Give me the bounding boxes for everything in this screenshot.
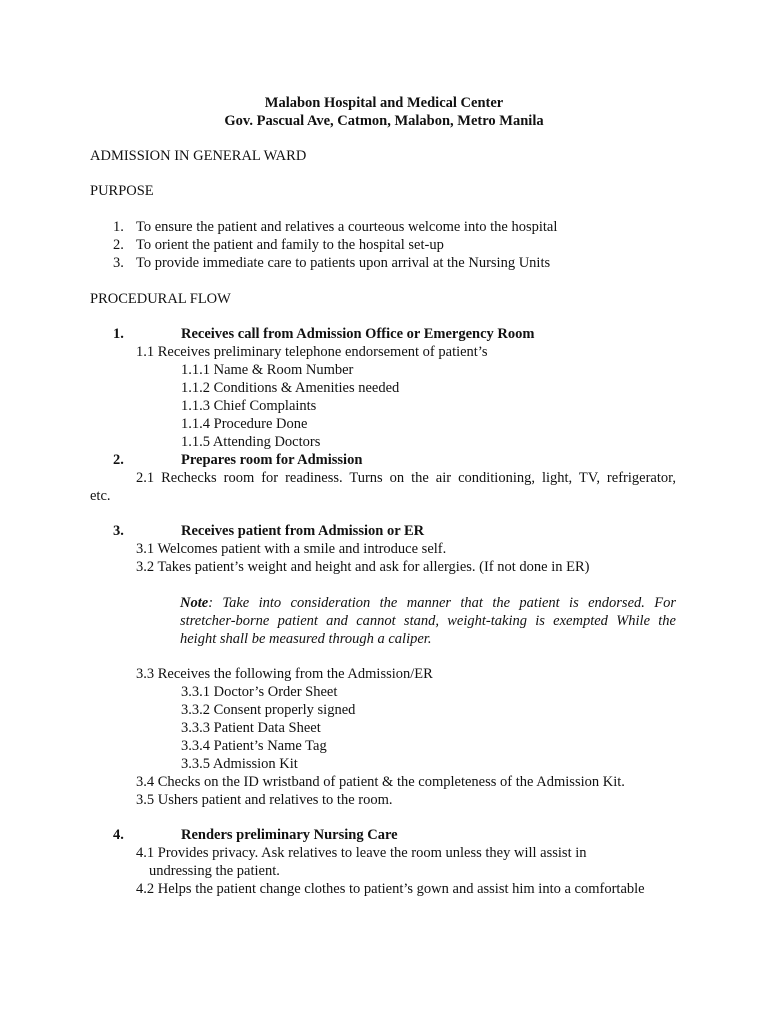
step-subitem: 3.3.1 Doctor’s Order Sheet bbox=[181, 684, 338, 700]
step-title: Receives patient from Admission or ER bbox=[181, 523, 425, 539]
hospital-name: Malabon Hospital and Medical Center bbox=[264, 95, 504, 111]
step-substep-continuation: undressing the patient. bbox=[149, 863, 280, 879]
purpose-item-number: 3. bbox=[113, 255, 124, 271]
step-title: Prepares room for Admission bbox=[181, 452, 363, 468]
step-subitem: 3.3.5 Admission Kit bbox=[181, 756, 298, 772]
step-subitem: 3.3.3 Patient Data Sheet bbox=[181, 720, 321, 736]
note-label: Note bbox=[180, 595, 209, 611]
step-subitem: 3.3.4 Patient’s Name Tag bbox=[181, 738, 327, 754]
step-substep: 3.1 Welcomes patient with a smile and introduce self. bbox=[136, 541, 447, 557]
step-substep: 2.1 Rechecks room for readiness. Turns on the air conditioning, light, TV, refrigerator, bbox=[136, 470, 676, 486]
document-title: ADMISSION IN GENERAL WARD bbox=[90, 148, 307, 164]
step-subitem: 1.1.4 Procedure Done bbox=[181, 416, 308, 432]
purpose-item-number: 2. bbox=[113, 237, 124, 253]
purpose-item-number: 1. bbox=[113, 219, 124, 235]
purpose-item-text: To orient the patient and family to the hospital set-up bbox=[136, 237, 444, 253]
step-substep: 4.1 Provides privacy. Ask relatives to leave the room unless they will assist in bbox=[136, 845, 587, 861]
procedural-flow-heading: PROCEDURAL FLOW bbox=[90, 291, 231, 307]
step-subitem: 1.1.1 Name & Room Number bbox=[181, 362, 354, 378]
purpose-item-text: To provide immediate care to patients upon arrival at the Nursing Units bbox=[136, 255, 551, 271]
step-substep: 4.2 Helps the patient change clothes to patient’s gown and assist him into a comfortable bbox=[136, 881, 645, 897]
note-line: height shall be measured through a caliper. bbox=[180, 631, 432, 647]
note-line: stretcher-borne patient and cannot stand, weight-taking is exempted While the bbox=[180, 613, 676, 629]
note-line bbox=[180, 594, 676, 612]
step-substep-continuation: etc. bbox=[90, 488, 111, 504]
note-text: : Take into consideration the manner that the patient is endorsed. For bbox=[208, 595, 676, 611]
step-subitem: 1.1.3 Chief Complaints bbox=[181, 398, 317, 414]
step-substep: 1.1 Receives preliminary telephone endorsement of patient’s bbox=[136, 344, 488, 360]
step-substep: 3.2 Takes patient’s weight and height and ask for allergies. (If not done in ER) bbox=[136, 559, 590, 575]
step-substep: 3.4 Checks on the ID wristband of patient & the completeness of the Admission Kit. bbox=[136, 774, 625, 790]
step-number: 4. bbox=[113, 827, 124, 843]
step-title: Renders preliminary Nursing Care bbox=[181, 827, 398, 843]
step-number: 2. bbox=[113, 452, 124, 468]
purpose-heading: PURPOSE bbox=[90, 183, 154, 199]
step-number: 1. bbox=[113, 326, 124, 342]
hospital-address: Gov. Pascual Ave, Catmon, Malabon, Metro Manila bbox=[224, 113, 544, 129]
step-number: 3. bbox=[113, 523, 124, 539]
step-subitem: 1.1.5 Attending Doctors bbox=[181, 434, 321, 450]
step-subitem: 3.3.2 Consent properly signed bbox=[181, 702, 356, 718]
step-title: Receives call from Admission Office or Emergency Room bbox=[181, 326, 535, 342]
step-substep: 3.3 Receives the following from the Admission/ER bbox=[136, 666, 433, 682]
step-subitem: 1.1.2 Conditions & Amenities needed bbox=[181, 380, 400, 396]
step-substep: 3.5 Ushers patient and relatives to the room. bbox=[136, 792, 393, 808]
purpose-item-text: To ensure the patient and relatives a courteous welcome into the hospital bbox=[136, 219, 558, 235]
